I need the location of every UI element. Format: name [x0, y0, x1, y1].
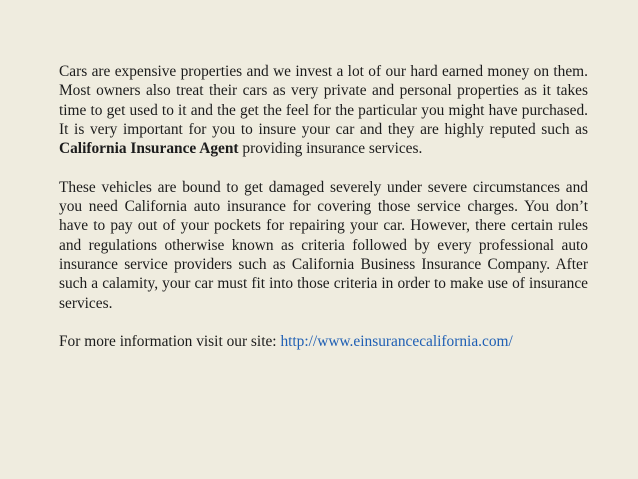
paragraph-more-info [59, 332, 588, 351]
site-link[interactable]: http://www.einsurancecalifornia.com/ [280, 333, 513, 351]
paragraph-damage: These vehicles are bound to get damaged severely under severe circumstances and you need California auto insurance for covering those service charges. You don’t have to pay out of your pockets for repairing your car. However, there certain rules and regulations otherwise known as criteria followed by every professional auto insurance service providers such as California Business Insurance Company. After such a calamity, your car must fit into those criteria in order to make use of insurance services. [59, 178, 588, 312]
intro-text-before: Cars are expensive properties and we invest a lot of our hard earned money on them. Most owners also treat their cars as very private and personal properties as it takes time to get used to it and the get the feel for the particular you might have purchased. It is very important for you to insure your car and they are highly reputed such as [59, 63, 588, 138]
text-content [59, 62, 588, 351]
intro-text-after: providing insurance services. [238, 140, 423, 158]
agent-highlight: California Insurance Agent [59, 140, 239, 158]
more-info-text: For more information visit our site: [59, 333, 281, 351]
paragraph-intro [59, 62, 588, 158]
